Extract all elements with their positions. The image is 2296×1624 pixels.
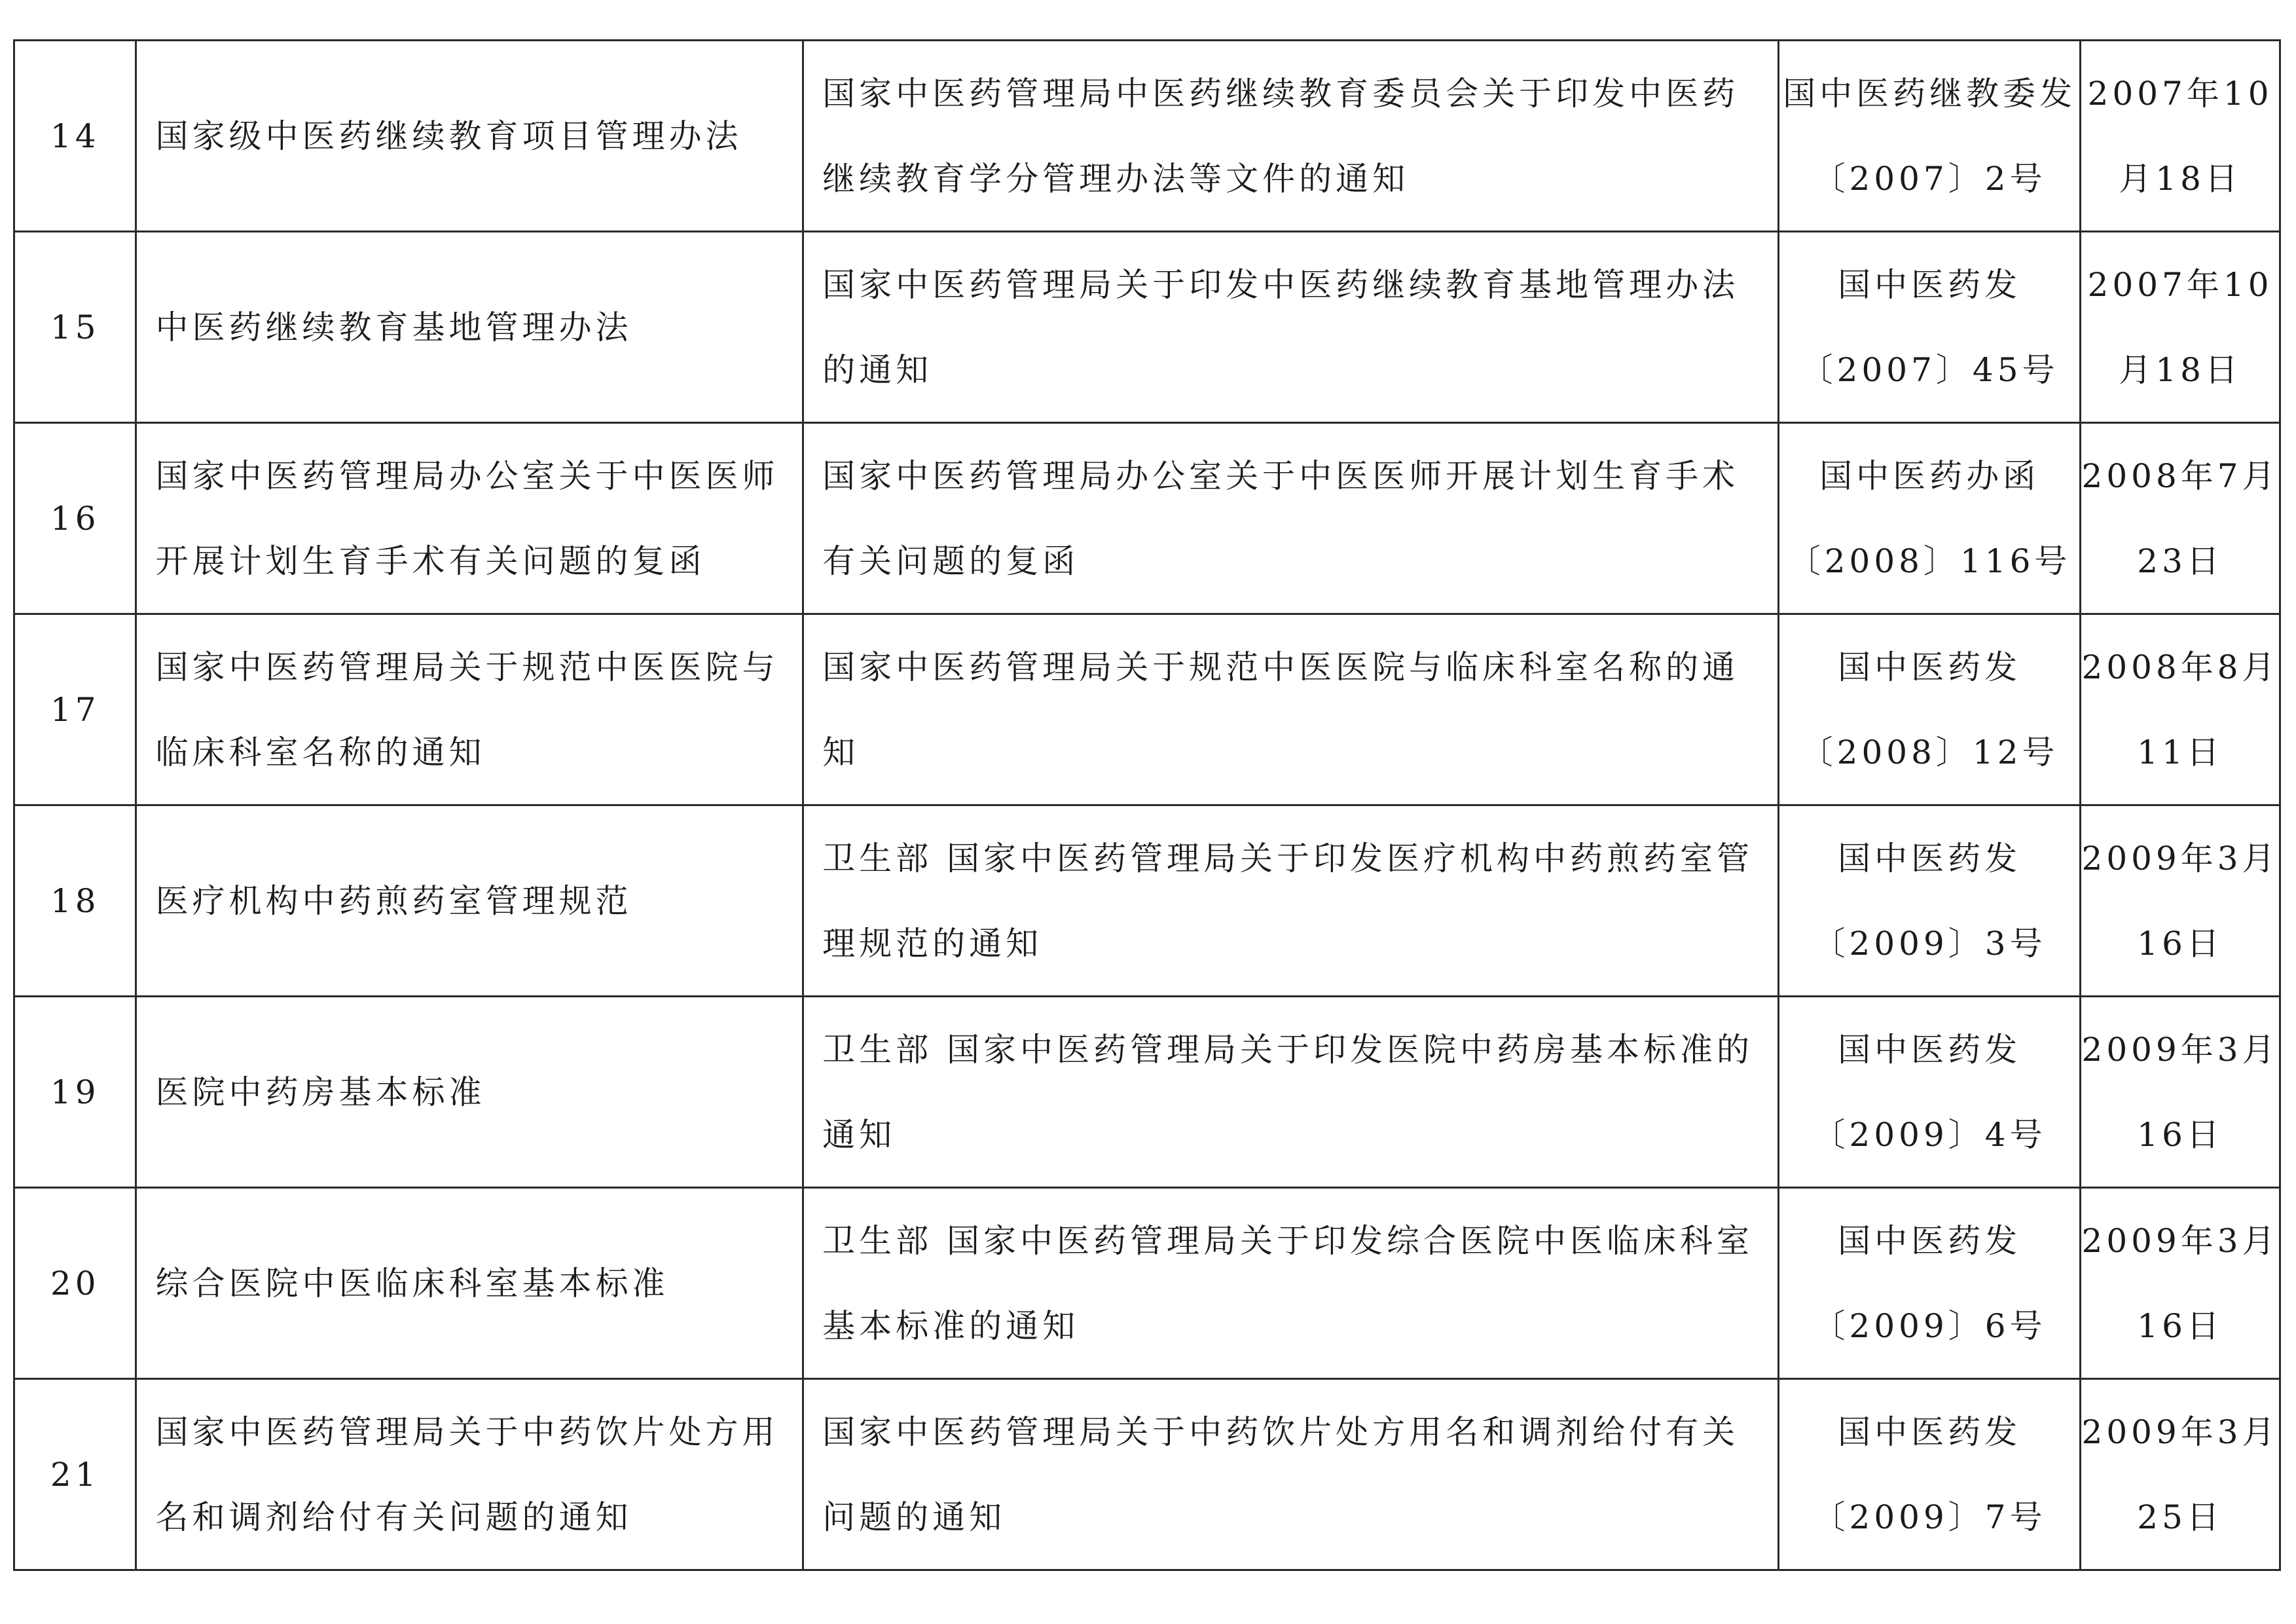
table-row [14,1379,2280,1570]
issuing-document: 国家中医药管理局关于规范中医医院与临床科室名称的通知 [803,614,1779,805]
issue-date: 2009年3月25日 [2081,1379,2280,1570]
issue-date: 2007年10月18日 [2081,41,2280,232]
issuing-document: 国家中医药管理局办公室关于中医医师开展计划生育手术有关问题的复函 [803,423,1779,614]
document-number: 国中医药发〔2009〕7号 [1778,1379,2080,1570]
document-number: 国中医药继教委发〔2007〕2号 [1778,41,2080,232]
table-row [14,614,2280,805]
row-number: 21 [14,1379,136,1570]
regulations-table [13,39,2281,1571]
document-number: 国中医药发〔2009〕6号 [1778,1188,2080,1379]
table-row [14,997,2280,1188]
row-number: 20 [14,1188,136,1379]
table-row [14,805,2280,997]
table-row [14,423,2280,614]
issue-date: 2009年3月16日 [2081,997,2280,1188]
regulation-title: 国家级中医药继续教育项目管理办法 [136,41,803,232]
regulation-title: 医院中药房基本标准 [136,997,803,1188]
regulation-title: 医疗机构中药煎药室管理规范 [136,805,803,997]
issuing-document: 卫生部 国家中医药管理局关于印发医疗机构中药煎药室管理规范的通知 [803,805,1779,997]
issue-date: 2008年8月11日 [2081,614,2280,805]
row-number: 17 [14,614,136,805]
issue-date: 2007年10月18日 [2081,232,2280,423]
table-row [14,41,2280,232]
issuing-document: 卫生部 国家中医药管理局关于印发综合医院中医临床科室基本标准的通知 [803,1188,1779,1379]
table-row [14,1188,2280,1379]
regulation-title: 中医药继续教育基地管理办法 [136,232,803,423]
row-number: 18 [14,805,136,997]
row-number: 15 [14,232,136,423]
issuing-document: 国家中医药管理局关于中药饮片处方用名和调剂给付有关问题的通知 [803,1379,1779,1570]
issuing-document: 国家中医药管理局关于印发中医药继续教育基地管理办法的通知 [803,232,1779,423]
row-number: 19 [14,997,136,1188]
issue-date: 2009年3月16日 [2081,805,2280,997]
regulation-title: 国家中医药管理局办公室关于中医医师开展计划生育手术有关问题的复函 [136,423,803,614]
issue-date: 2009年3月16日 [2081,1188,2280,1379]
regulation-title: 国家中医药管理局关于中药饮片处方用名和调剂给付有关问题的通知 [136,1379,803,1570]
document-number: 国中医药发〔2008〕12号 [1778,614,2080,805]
document-number: 国中医药发〔2009〕3号 [1778,805,2080,997]
issuing-document: 国家中医药管理局中医药继续教育委员会关于印发中医药继续教育学分管理办法等文件的通知 [803,41,1779,232]
regulation-title: 国家中医药管理局关于规范中医医院与临床科室名称的通知 [136,614,803,805]
document-number: 国中医药发〔2009〕4号 [1778,997,2080,1188]
document-number: 国中医药发〔2007〕45号 [1778,232,2080,423]
regulation-title: 综合医院中医临床科室基本标准 [136,1188,803,1379]
issue-date: 2008年7月23日 [2081,423,2280,614]
table-row [14,232,2280,423]
issuing-document: 卫生部 国家中医药管理局关于印发医院中药房基本标准的通知 [803,997,1779,1188]
row-number: 16 [14,423,136,614]
row-number: 14 [14,41,136,232]
document-number: 国中医药办函〔2008〕116号 [1778,423,2080,614]
